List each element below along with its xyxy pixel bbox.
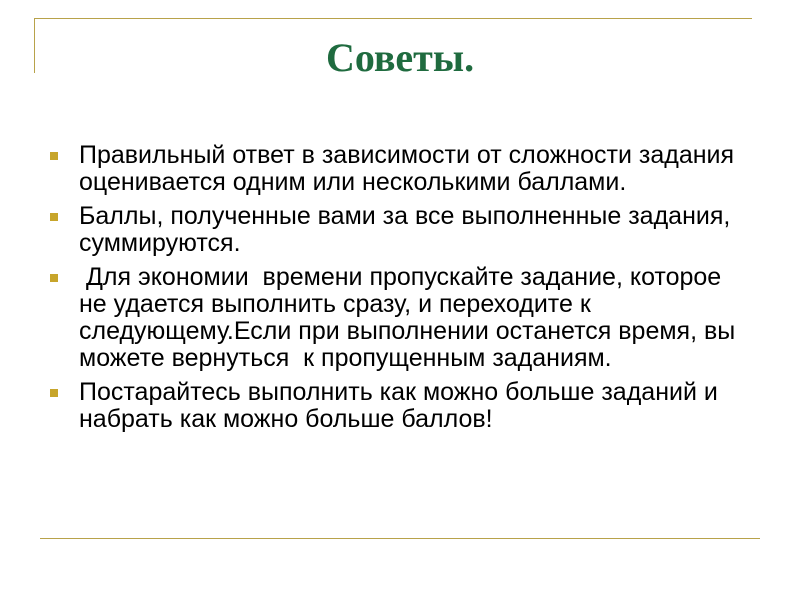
square-bullet-icon [50,389,58,397]
top-decorative-rule [34,18,752,19]
bullet-text: Для экономии времени пропускайте задание, которое не удается выполнить сразу, и переходите к следующему.Если при выполнении останется время, вы можете вернуться к пропущенным заданиям. [79,263,743,372]
bullet-text: Баллы, полученные вами за все выполненные задания, суммируются. [79,202,738,257]
square-bullet-icon [50,213,58,221]
bullet-text: Постарайтесь выполнить как можно больше заданий и набрать как можно больше баллов! [79,378,725,433]
bullet-item [50,203,750,257]
slide-title: Советы. [325,35,475,80]
bullet-text: Правильный ответ в зависимости от сложности задания оценивается одним или несколькими баллами. [79,141,748,196]
bullet-item [50,142,750,196]
bullet-item [50,264,750,372]
bottom-decorative-rule [40,538,760,539]
bullet-list [50,142,750,440]
square-bullet-icon [50,152,58,160]
bullet-item [50,379,750,433]
square-bullet-icon [50,274,58,282]
